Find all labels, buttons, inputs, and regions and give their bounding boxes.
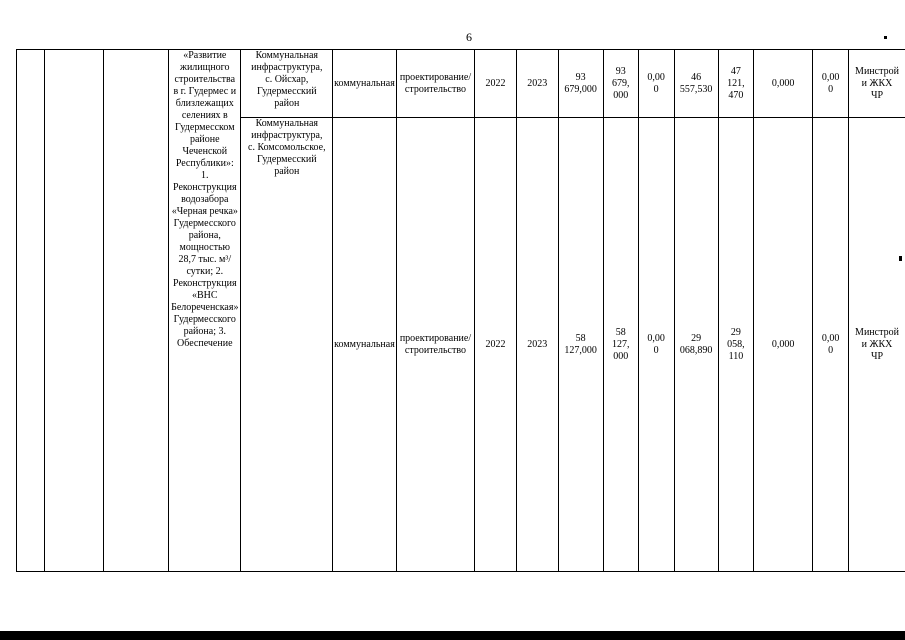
object-cell: Коммунальная инфраструктура, с. Комсомольское, Гудермесский район (241, 118, 333, 572)
end-year-cell: 2023 (516, 118, 558, 572)
stage-cell: проектирование/строительство (396, 50, 474, 118)
empty-cell (44, 50, 103, 572)
value-cell-4: 0,00 0 (813, 118, 849, 572)
scan-mark (884, 36, 887, 39)
type-cell: коммунальная (333, 118, 397, 572)
total-cell: 58 127,000 (558, 118, 603, 572)
object-cell: Коммунальная инфраструктура, с. Ойсхар, Гудермесский район (241, 50, 333, 118)
empty-cell (17, 50, 45, 572)
value-cell-1: 46 557,530 (674, 50, 718, 118)
program-title-cell: «Развитие жилищного строительства в г. Гудермес и близлежащих селениях в Гудермесском районе Чеченской Республики»: 1. Реконструкция водозабора «Черная речка» Гудермесского района, мощностью 28,7 тыс. м³/сутки; 2. Реконструкция «ВНС Белореченская» Гудермесского района; 3. Обеспечение (169, 50, 241, 572)
end-year-cell: 2023 (516, 50, 558, 118)
federal-cell: 0,00 0 (638, 50, 674, 118)
value-cell-2: 47 121, 470 (718, 50, 753, 118)
federal-cell: 0,00 0 (638, 118, 674, 572)
table-row (17, 50, 905, 118)
total-cell-2: 58 127, 000 (603, 118, 638, 572)
scan-border (0, 631, 905, 640)
page-number: 6 (466, 30, 472, 44)
responsible-cell: Минстрой и ЖКХ ЧР (848, 50, 905, 118)
value-cell-1: 29 068,890 (674, 118, 718, 572)
stage-cell: проектирование/строительство (396, 118, 474, 572)
total-cell: 93 679,000 (558, 50, 603, 118)
total-cell-2: 93 679, 000 (603, 50, 638, 118)
value-cell-4: 0,00 0 (813, 50, 849, 118)
empty-cell (103, 50, 168, 572)
value-cell-3: 0,000 (754, 50, 813, 118)
value-cell-3: 0,000 (754, 118, 813, 572)
investment-table (16, 49, 905, 572)
start-year-cell: 2022 (475, 50, 517, 118)
value-cell-2: 29 058, 110 (718, 118, 753, 572)
responsible-cell: Минстрой и ЖКХ ЧР (848, 118, 905, 572)
type-cell: коммунальная (333, 50, 397, 118)
start-year-cell: 2022 (475, 118, 517, 572)
